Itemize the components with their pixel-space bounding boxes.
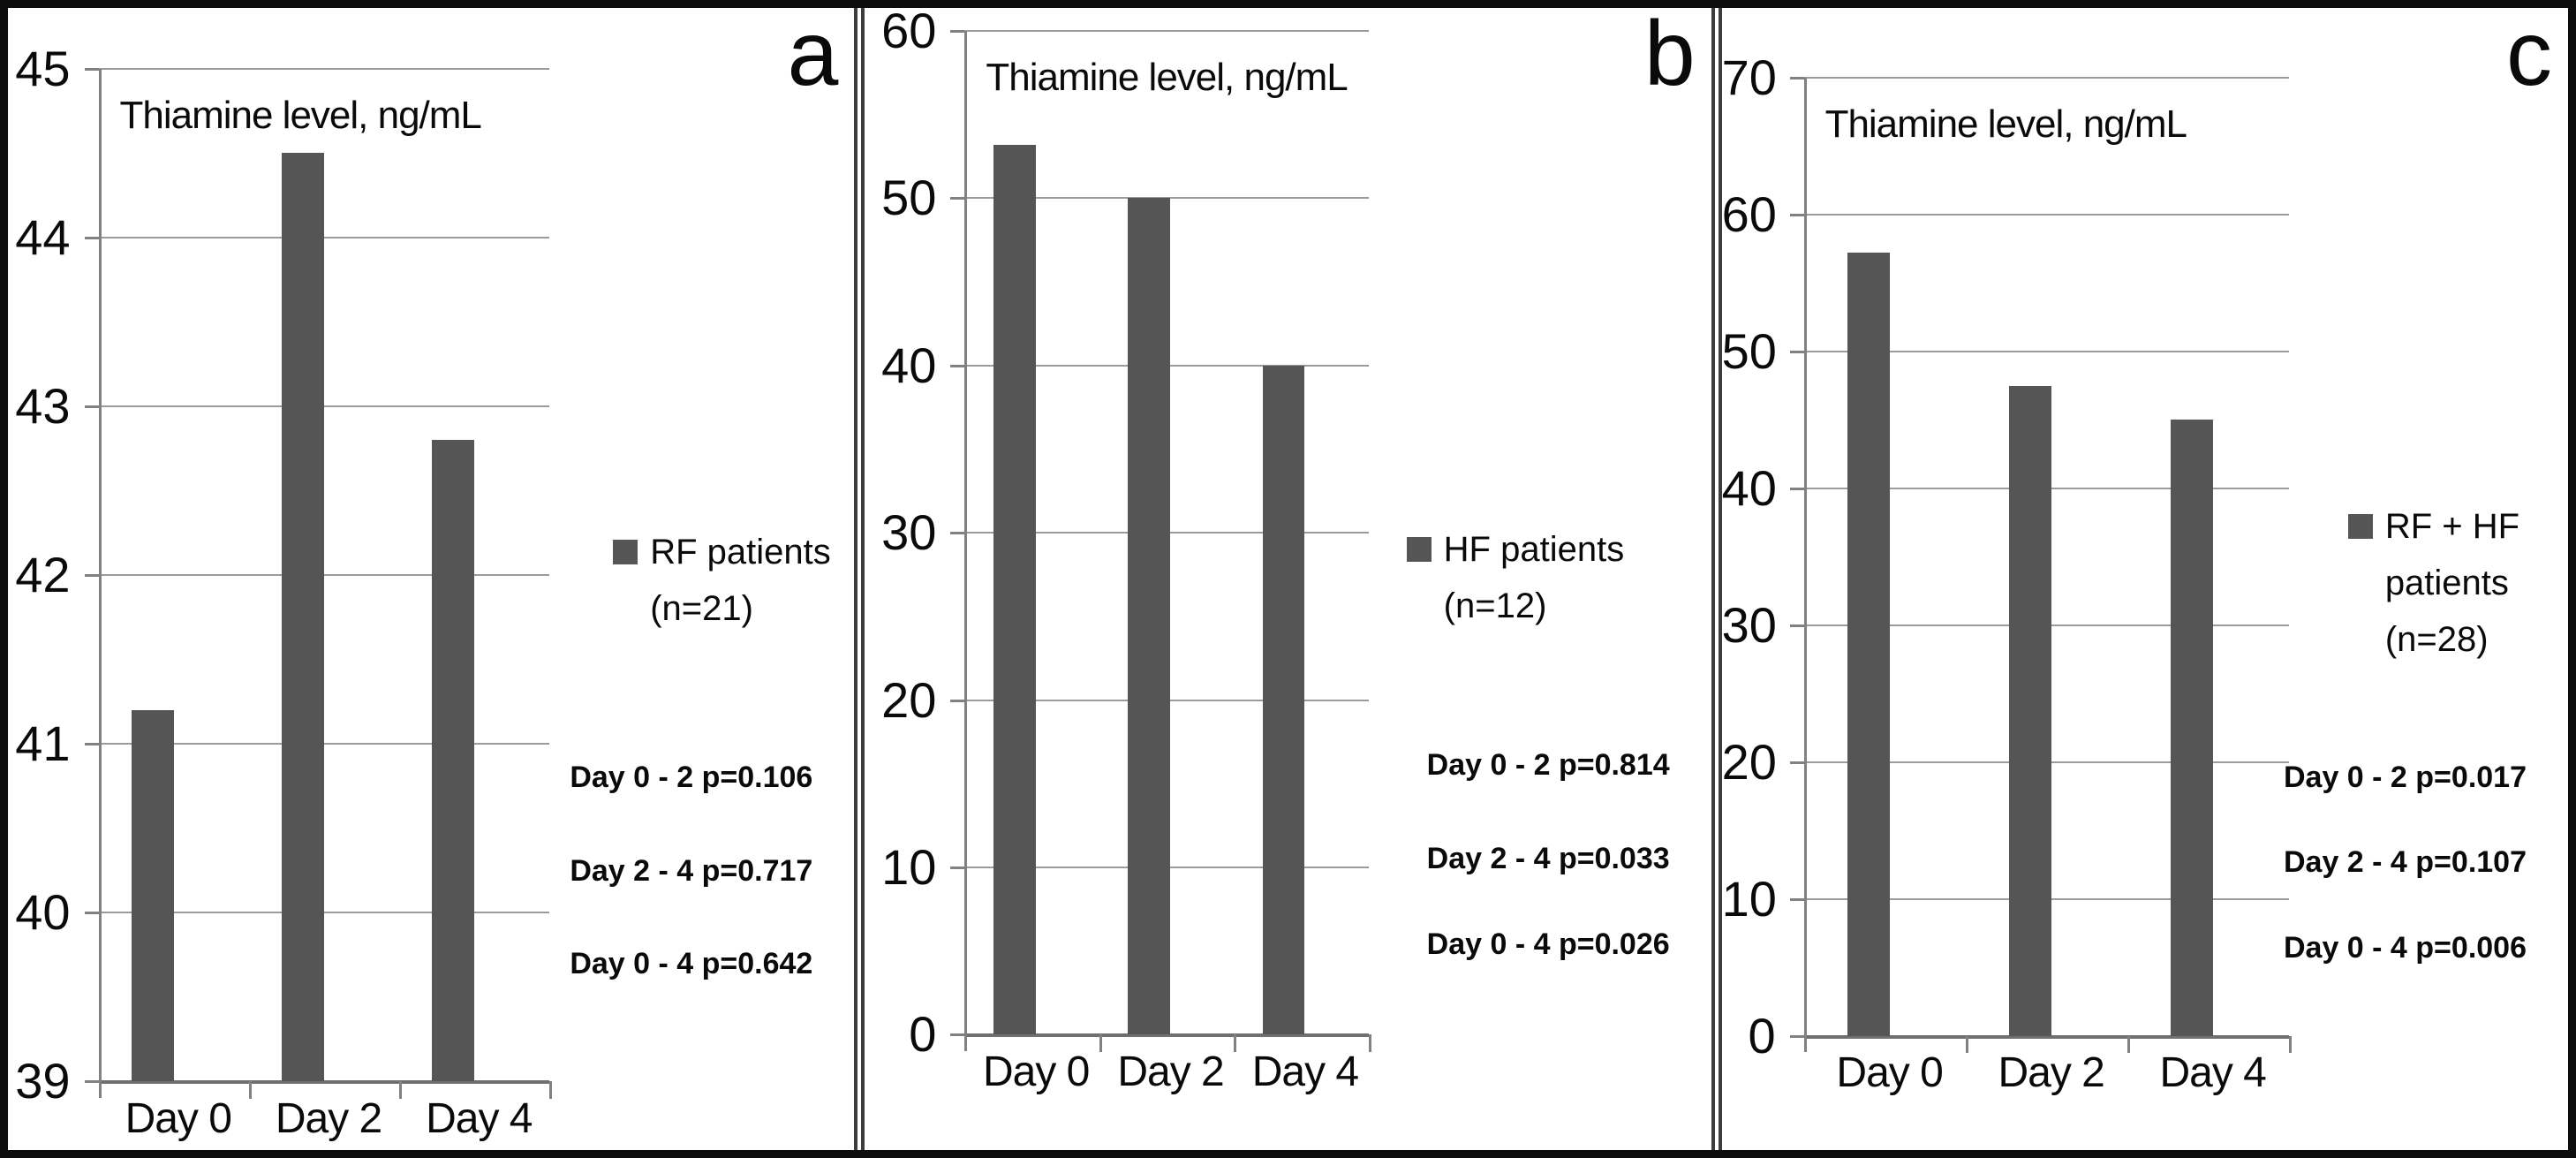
bar-day-2 — [282, 153, 324, 1081]
y-tick-mark — [950, 30, 964, 33]
y-tick-label: 0 — [909, 1006, 937, 1063]
legend-label: (n=12) — [1443, 586, 1547, 625]
y-tick-label: 10 — [881, 838, 937, 895]
y-tick-label: 42 — [15, 546, 71, 602]
y-tick-mark — [85, 574, 99, 577]
x-tick-mark — [249, 1081, 252, 1098]
panel-letter: c — [2505, 3, 2552, 105]
legend-marker-icon — [613, 540, 638, 564]
p-value-annotation: Day 0 - 4 p=0.006 — [2283, 930, 2527, 965]
y-tick-label: 41 — [15, 715, 71, 772]
y-tick-label: 20 — [881, 671, 937, 728]
bar-day-4 — [1263, 366, 1305, 1035]
y-tick-label: 40 — [881, 337, 937, 393]
legend — [1407, 521, 1625, 634]
y-tick-mark — [950, 867, 964, 869]
x-tick-label: Day 2 — [1998, 1048, 2104, 1096]
chart-title: Thiamine level, ng/mL — [119, 93, 481, 137]
x-tick-mark — [549, 1081, 552, 1098]
y-tick-label: 70 — [1721, 49, 1777, 105]
y-tick-label: 50 — [881, 170, 937, 226]
legend-label: RF patients — [650, 533, 831, 572]
x-tick-mark — [1099, 1034, 1102, 1051]
legend-entry — [613, 524, 831, 580]
y-tick-label: 40 — [15, 884, 71, 941]
y-tick-label: 45 — [15, 40, 71, 96]
gridline — [964, 30, 1368, 32]
chart-panel-c — [1711, 3, 2568, 1150]
legend-label: (n=21) — [650, 589, 753, 629]
legend-label: HF patients — [1443, 529, 1625, 569]
y-tick-label: 60 — [881, 2, 937, 58]
chart-panel-b — [854, 2, 1711, 1150]
chart-title: Thiamine level, ng/mL — [986, 55, 1348, 99]
y-tick-mark — [1790, 77, 1804, 79]
y-tick-label: 10 — [1721, 870, 1777, 927]
y-tick-mark — [1790, 214, 1804, 216]
legend-marker-icon — [2348, 514, 2373, 539]
legend — [613, 524, 831, 637]
y-tick-label: 44 — [15, 208, 71, 265]
y-tick-mark — [950, 197, 964, 200]
legend-marker-icon — [1407, 537, 1432, 562]
x-tick-label: Day 0 — [982, 1048, 1090, 1095]
y-tick-label: 0 — [1748, 1007, 1776, 1063]
p-value-annotation: Day 0 - 2 p=0.017 — [2283, 761, 2527, 795]
legend-label: patients — [2384, 563, 2509, 602]
panel-letter: a — [787, 3, 839, 105]
x-tick-label: Day 4 — [2159, 1048, 2266, 1096]
legend-label: RF + HF — [2384, 506, 2520, 546]
y-tick-mark — [950, 700, 964, 702]
x-tick-mark — [1966, 1036, 1968, 1053]
y-tick-mark — [85, 1080, 99, 1083]
legend-label: (n=28) — [2384, 619, 2489, 659]
y-tick-label: 30 — [881, 504, 937, 561]
y-axis-line — [99, 69, 102, 1098]
y-tick-mark — [1790, 351, 1804, 353]
y-tick-mark — [950, 1033, 964, 1036]
bar-day-0 — [993, 145, 1036, 1035]
x-tick-label: Day 4 — [1251, 1048, 1359, 1095]
y-tick-label: 40 — [1721, 459, 1777, 516]
bar-day-0 — [132, 710, 174, 1082]
x-tick-label: Day 4 — [426, 1094, 533, 1142]
p-value-annotation: Day 0 - 2 p=0.106 — [570, 761, 813, 795]
x-tick-mark — [1234, 1034, 1236, 1051]
legend-entry — [2348, 498, 2519, 555]
gridline — [99, 68, 550, 70]
chart-panel-a — [8, 3, 854, 1150]
y-tick-mark — [85, 912, 99, 914]
legend — [2348, 498, 2519, 668]
p-value-annotation: Day 2 - 4 p=0.717 — [570, 854, 813, 889]
p-value-annotation: Day 2 - 4 p=0.107 — [2283, 844, 2527, 879]
x-tick-label: Day 0 — [125, 1094, 231, 1142]
y-tick-mark — [1790, 898, 1804, 901]
bar-day-0 — [1847, 253, 1890, 1035]
panel-letter: b — [1643, 3, 1696, 105]
x-tick-mark — [2127, 1036, 2130, 1053]
p-value-annotation: Day 0 - 4 p=0.642 — [570, 946, 813, 980]
x-tick-label: Day 0 — [1836, 1048, 1943, 1096]
y-tick-mark — [1790, 1035, 1804, 1038]
bar-day-2 — [2009, 386, 2051, 1036]
p-value-annotation: Day 0 - 4 p=0.026 — [1426, 927, 1670, 961]
y-tick-mark — [85, 237, 99, 239]
x-tick-label: Day 2 — [1117, 1048, 1224, 1095]
gridline — [1804, 77, 2289, 79]
y-axis-line — [964, 31, 967, 1051]
p-value-annotation: Day 2 - 4 p=0.033 — [1426, 841, 1670, 875]
bar-day-4 — [2171, 420, 2213, 1035]
x-tick-mark — [399, 1081, 402, 1098]
y-tick-mark — [950, 532, 964, 534]
bar-day-4 — [432, 440, 474, 1081]
y-tick-mark — [1790, 488, 1804, 490]
legend-entry — [1407, 521, 1625, 578]
x-tick-mark — [1369, 1034, 1371, 1051]
gridline — [1804, 214, 2289, 216]
bar-day-2 — [1128, 198, 1170, 1034]
p-value-annotation: Day 0 - 2 p=0.814 — [1426, 747, 1670, 782]
y-tick-label: 30 — [1721, 596, 1777, 653]
y-axis-line — [1804, 78, 1807, 1052]
y-tick-mark — [85, 405, 99, 408]
y-tick-label: 60 — [1721, 185, 1777, 242]
y-tick-label: 20 — [1721, 733, 1777, 790]
y-tick-label: 43 — [15, 377, 71, 434]
y-tick-label: 50 — [1721, 322, 1777, 379]
y-tick-mark — [950, 365, 964, 367]
y-tick-mark — [1790, 624, 1804, 627]
x-tick-label: Day 2 — [275, 1094, 382, 1142]
chart-title: Thiamine level, ng/mL — [1824, 102, 2187, 146]
y-tick-mark — [85, 68, 99, 71]
y-tick-mark — [85, 743, 99, 746]
y-tick-mark — [1790, 761, 1804, 764]
y-tick-label: 39 — [15, 1053, 71, 1109]
x-tick-mark — [2289, 1036, 2292, 1053]
